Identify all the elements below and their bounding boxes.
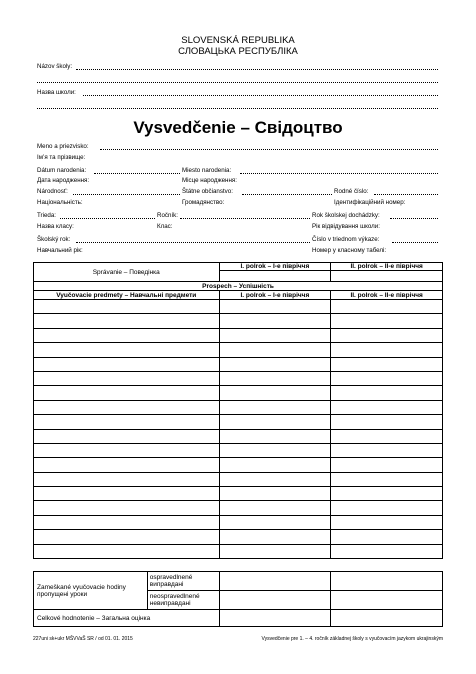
footer-description: Vysvedčenie pre 1. – 4. ročník základnej školy s vyučovacím jazykom ukrajinským xyxy=(261,636,443,642)
citizenship-label-sk: Štátne občianstvo: xyxy=(182,188,233,195)
grades-table xyxy=(33,262,443,559)
subject-name-cell[interactable] xyxy=(34,515,220,529)
class-label-uk: Назва класу: xyxy=(37,223,74,230)
progress-header: Prospech – Успішність xyxy=(34,282,443,291)
subject-sem1-cell[interactable] xyxy=(219,371,331,385)
school-name-label-uk: Назва школи: xyxy=(37,89,76,96)
birth-number-label-uk: Ідентифікаційний номер: xyxy=(334,199,406,206)
subject-sem2-cell[interactable] xyxy=(331,515,443,529)
overall-sem2-cell[interactable] xyxy=(331,610,443,627)
sem1-subject-header: I. polrok – I-е півріччя xyxy=(219,291,331,300)
subject-sem1-cell[interactable] xyxy=(219,314,331,328)
year-attendance-label-sk: Rok školskej dochádzky: xyxy=(312,212,380,219)
year-attendance-line xyxy=(390,212,438,219)
subject-row xyxy=(34,458,443,472)
birth-place-label-sk: Miesto narodenia: xyxy=(182,167,232,174)
birth-number-line xyxy=(374,188,438,195)
subject-sem2-cell[interactable] xyxy=(331,357,443,371)
name-label-uk: Ім’я та прізвище: xyxy=(37,154,86,161)
subject-row xyxy=(34,314,443,328)
school-name-line-2 xyxy=(37,76,438,83)
subject-sem2-cell[interactable] xyxy=(331,544,443,558)
subject-row xyxy=(34,501,443,515)
subject-row xyxy=(34,415,443,429)
country-name-uk: СЛОВАЦЬКА РЕСПУБЛІКА xyxy=(178,46,298,57)
subject-sem1-cell[interactable] xyxy=(219,487,331,501)
excused-sem2-cell[interactable] xyxy=(331,572,443,591)
subject-sem1-cell[interactable] xyxy=(219,300,331,314)
birth-date-label-sk: Dátum narodenia: xyxy=(37,167,87,174)
subject-row xyxy=(34,515,443,529)
subject-sem2-cell[interactable] xyxy=(331,328,443,342)
subject-sem1-cell[interactable] xyxy=(219,443,331,457)
school-name-line-uk-2 xyxy=(37,102,438,109)
subject-sem2-cell[interactable] xyxy=(331,487,443,501)
subject-row xyxy=(34,472,443,486)
subject-sem2-cell[interactable] xyxy=(331,386,443,400)
school-name-label-sk: Názov školy: xyxy=(37,63,73,70)
sem2-subject-header: II. polrok – II-е півріччя xyxy=(331,291,443,300)
subject-name-cell[interactable] xyxy=(34,386,220,400)
subject-sem2-cell[interactable] xyxy=(331,415,443,429)
unexcused-sem1-cell[interactable] xyxy=(219,591,331,610)
register-number-label-sk: Číslo v triednom výkaze: xyxy=(312,236,380,243)
subject-row xyxy=(34,487,443,501)
subject-sem2-cell[interactable] xyxy=(331,501,443,515)
unexcused-label: neospravedlnené невиправдані xyxy=(147,591,219,610)
country-name-sk: SLOVENSKÁ REPUBLIKA xyxy=(181,35,295,46)
behavior-label: Správanie – Поведінка xyxy=(34,263,220,282)
document-title: Vysvedčenie – Свідоцтво xyxy=(133,118,343,137)
subject-name-cell[interactable] xyxy=(34,328,220,342)
subject-row xyxy=(34,343,443,357)
birth-place-label-uk: Місце народження: xyxy=(182,177,237,184)
behavior-sem1-cell[interactable] xyxy=(219,271,331,282)
subject-sem2-cell[interactable] xyxy=(331,530,443,544)
subject-sem1-cell[interactable] xyxy=(219,501,331,515)
overall-sem1-cell[interactable] xyxy=(219,610,331,627)
citizenship-line xyxy=(242,188,332,195)
subject-sem2-cell[interactable] xyxy=(331,443,443,457)
subject-name-cell[interactable] xyxy=(34,443,220,457)
absence-label: Zameškané vyučovacie hodiny пропущені уроки xyxy=(34,572,148,610)
subject-sem2-cell[interactable] xyxy=(331,472,443,486)
subject-name-cell[interactable] xyxy=(34,501,220,515)
school-year-line xyxy=(76,236,310,243)
class-line xyxy=(60,212,155,219)
birth-date-label-uk: Дата народження: xyxy=(37,177,90,184)
subject-name-cell[interactable] xyxy=(34,415,220,429)
subject-sem1-cell[interactable] xyxy=(219,343,331,357)
birth-date-line xyxy=(94,167,180,174)
subject-name-cell[interactable] xyxy=(34,400,220,414)
subject-name-cell[interactable] xyxy=(34,314,220,328)
subject-row xyxy=(34,371,443,385)
birth-number-label-sk: Rodné číslo: xyxy=(334,188,369,195)
nationality-line xyxy=(73,188,180,195)
subject-row xyxy=(34,443,443,457)
excused-label: ospravedlnené виправдані xyxy=(147,572,219,591)
overall-label: Celkové hodnotenie – Загальна оцінка xyxy=(34,610,220,627)
subject-sem1-cell[interactable] xyxy=(219,328,331,342)
name-line xyxy=(100,143,438,150)
excused-sem1-cell[interactable] xyxy=(219,572,331,591)
subject-sem2-cell[interactable] xyxy=(331,343,443,357)
subject-sem1-cell[interactable] xyxy=(219,544,331,558)
school-year-label-sk: Školský rok: xyxy=(37,236,71,243)
subject-name-cell[interactable] xyxy=(34,472,220,486)
subject-row xyxy=(34,429,443,443)
subject-sem1-cell[interactable] xyxy=(219,530,331,544)
year-attendance-label-uk: Рік відвідування школи: xyxy=(312,223,380,230)
subject-row xyxy=(34,400,443,414)
subjects-header: Vyučovacie predmety – Навчальні предмети xyxy=(34,291,220,300)
subject-name-cell[interactable] xyxy=(34,300,220,314)
school-name-line xyxy=(76,63,438,70)
subject-sem1-cell[interactable] xyxy=(219,400,331,414)
subject-sem2-cell[interactable] xyxy=(331,429,443,443)
subject-name-cell[interactable] xyxy=(34,487,220,501)
birth-place-line xyxy=(240,167,438,174)
subject-sem2-cell[interactable] xyxy=(331,300,443,314)
nationality-label-uk: Національність: xyxy=(37,199,83,206)
sem1-header: I. polrok – I-е півріччя xyxy=(219,263,331,271)
subject-sem1-cell[interactable] xyxy=(219,515,331,529)
subject-name-cell[interactable] xyxy=(34,429,220,443)
subject-sem2-cell[interactable] xyxy=(331,371,443,385)
subject-name-cell[interactable] xyxy=(34,530,220,544)
class-label-sk: Trieda: xyxy=(37,212,57,219)
school-year-label-uk: Навчальний рік: xyxy=(37,247,83,254)
name-label-sk: Meno a priezvisko: xyxy=(37,143,89,150)
absence-table xyxy=(33,571,443,627)
subject-name-cell[interactable] xyxy=(34,544,220,558)
subject-row xyxy=(34,530,443,544)
subject-name-cell[interactable] xyxy=(34,371,220,385)
subject-row xyxy=(34,386,443,400)
school-name-line-uk xyxy=(83,89,438,96)
grade-line xyxy=(180,212,310,219)
subject-sem1-cell[interactable] xyxy=(219,458,331,472)
subject-sem1-cell[interactable] xyxy=(219,429,331,443)
subject-sem2-cell[interactable] xyxy=(331,314,443,328)
subject-sem2-cell[interactable] xyxy=(331,400,443,414)
subject-sem1-cell[interactable] xyxy=(219,357,331,371)
register-number-label-uk: Номер у класному табелі: xyxy=(312,247,387,254)
subject-name-cell[interactable] xyxy=(34,357,220,371)
footer-form-code: 227uni sk+ukr MŠVVaŠ SR / od 01. 01. 2015 xyxy=(33,636,133,642)
subject-sem1-cell[interactable] xyxy=(219,472,331,486)
subject-row xyxy=(34,328,443,342)
behavior-sem2-cell[interactable] xyxy=(331,271,443,282)
grade-label-uk: Клас: xyxy=(157,223,173,230)
subject-sem1-cell[interactable] xyxy=(219,415,331,429)
nationality-label-sk: Národnosť: xyxy=(37,188,68,195)
subject-sem2-cell[interactable] xyxy=(331,458,443,472)
subject-row xyxy=(34,357,443,371)
grade-label-sk: Ročník: xyxy=(157,212,178,219)
subject-name-cell[interactable] xyxy=(34,458,220,472)
sem2-header: II. polrok – II-е півріччя xyxy=(331,263,443,271)
subject-name-cell[interactable] xyxy=(34,343,220,357)
subject-row xyxy=(34,300,443,314)
subject-row xyxy=(34,544,443,558)
unexcused-sem2-cell[interactable] xyxy=(331,591,443,610)
citizenship-label-uk: Громадянство: xyxy=(182,199,225,206)
subject-sem1-cell[interactable] xyxy=(219,386,331,400)
register-number-line xyxy=(392,236,438,243)
